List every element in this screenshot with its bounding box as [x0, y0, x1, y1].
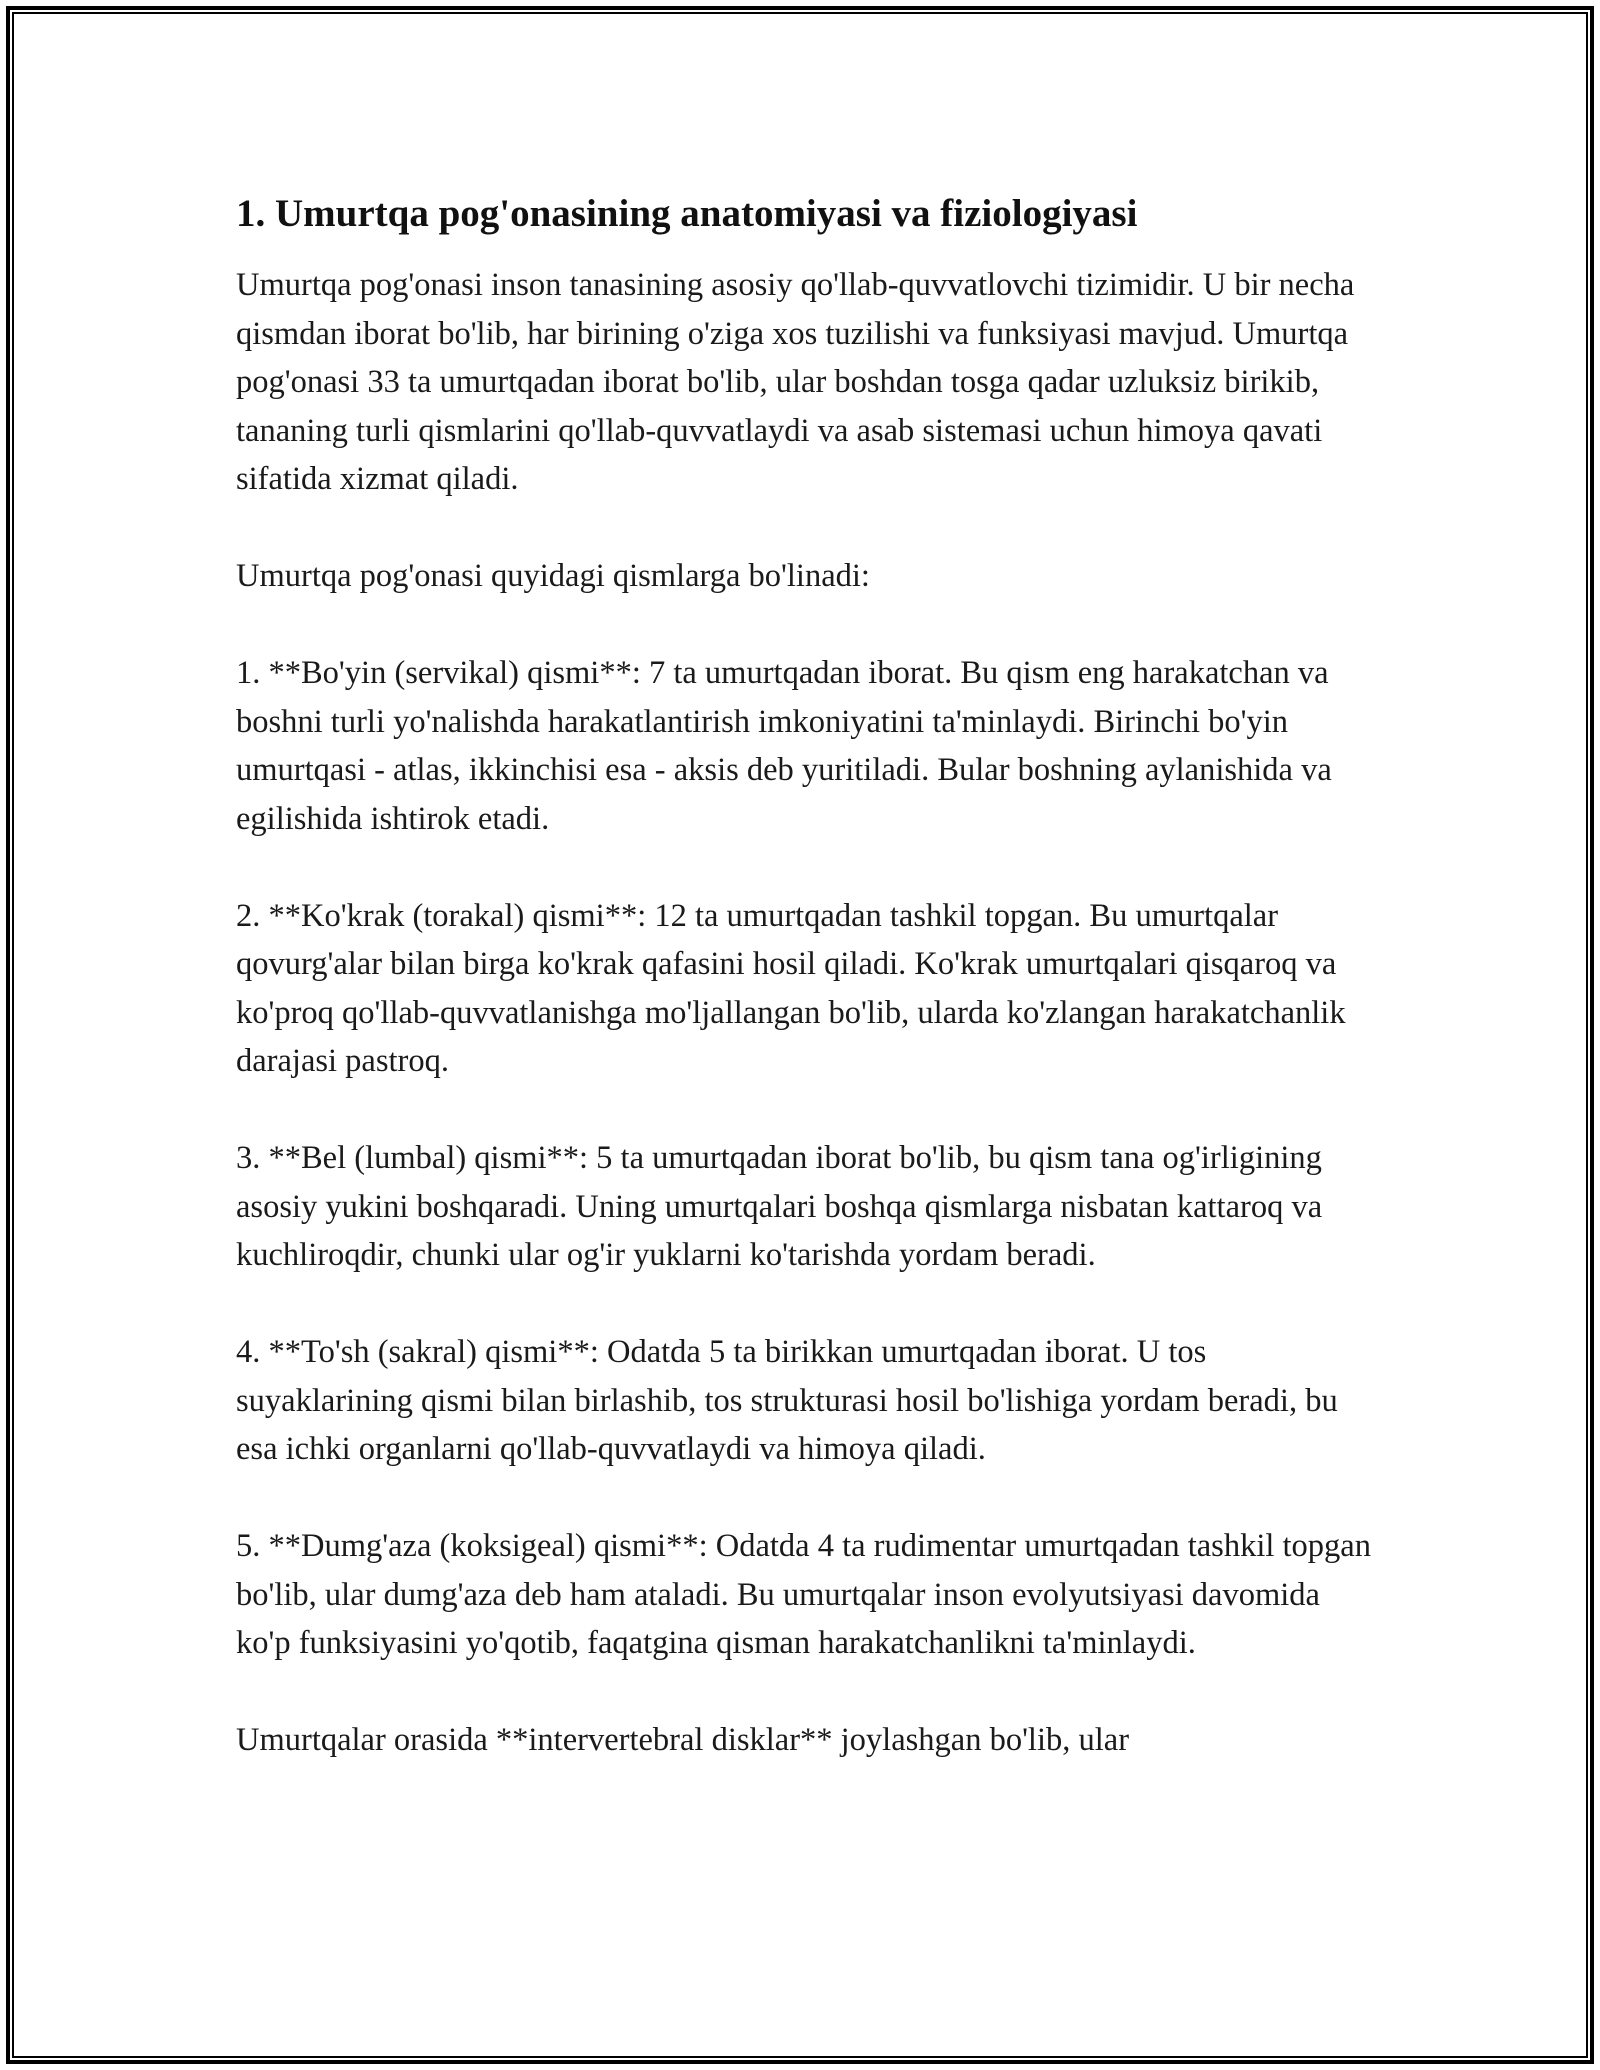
paragraph-lumbar: 3. **Bel (lumbal) qismi**: 5 ta umurtqadan iborat bo'lib, bu qism tana og'irligining asosiy yukini boshqaradi. Uning umurtqalari boshqa qismlarga nisbatan kattaroq va kuchliroqdir, chunki ular og'ir yuklarni ko'tarishda yordam beradi. — [236, 1140, 1323, 1273]
paragraph-sections-heading: Umurtqa pog'onasi quyidagi qismlarga bo'linadi: — [236, 558, 870, 594]
paragraph-intro: Umurtqa pog'onasi inson tanasining asosiy qo'llab-quvvatlovchi tizimidir. U bir necha qismdan iborat bo'lib, har birining o'ziga xos tuzilishi va funksiyasi mavjud. Umurtqa pog'onasi 33 ta umurtqadan iborat bo'lib, ular boshdan tosga qadar uzluksiz birikib, tananing turli qismlarini qo'llab-quvvatlaydi va asab sistemasi uchun himoya qavati sifatida xizmat qiladi. — [236, 267, 1355, 497]
paragraph-discs: Umurtqalar orasida **intervertebral disklar** joylashgan bo'lib, ular — [236, 1722, 1130, 1758]
paragraph-cervical: 1. **Bo'yin (servikal) qismi**: 7 ta umurtqadan iborat. Bu qism eng harakatchan va boshni turli yo'nalishda harakatlantirish imkoniyatini ta'minlaydi. Birinchi bo'yin umurtqasi - atlas, ikkinchisi esa - aksis deb yuritiladi. Bular boshning aylanishida va egilishida ishtirok etadi. — [236, 655, 1332, 837]
paragraph-sacral: 4. **To'sh (sakral) qismi**: Odatda 5 ta birikkan umurtqadan iborat. U tos suyaklarining qismi bilan birlashib, tos strukturasi hosil bo'lishiga yordam beradi, bu esa ichki organlarni qo'llab-quvvatlaydi va himoya qiladi. — [236, 1334, 1338, 1467]
paragraph-thoracic: 2. **Ko'krak (torakal) qismi**: 12 ta umurtqadan tashkil topgan. Bu umurtqalar qovurg'alar bilan birga ko'krak qafasini hosil qiladi. Ko'krak umurtqalari qisqaroq va ko'proq qo'llab-quvvatlanishga mo'ljallangan bo'lib, ularda ko'zlangan harakatchanlik darajasi pastroq. — [236, 897, 1346, 1079]
paragraph-coccygeal: 5. **Dumg'aza (koksigeal) qismi**: Odatda 4 ta rudimentar umurtqadan tashkil topgan bo'lib, ular dumg'aza deb ham ataladi. Bu umurtqalar inson evolyutsiyasi davomida ko'p funksiyasini yo'qotib, faqatgina qisman harakatchanlikni ta'minlaydi. — [236, 1528, 1371, 1661]
document-title: 1. Umurtqa pog'onasining anatomiyasi va fiziologiyasi — [236, 192, 1138, 235]
document-body — [236, 185, 1376, 1813]
